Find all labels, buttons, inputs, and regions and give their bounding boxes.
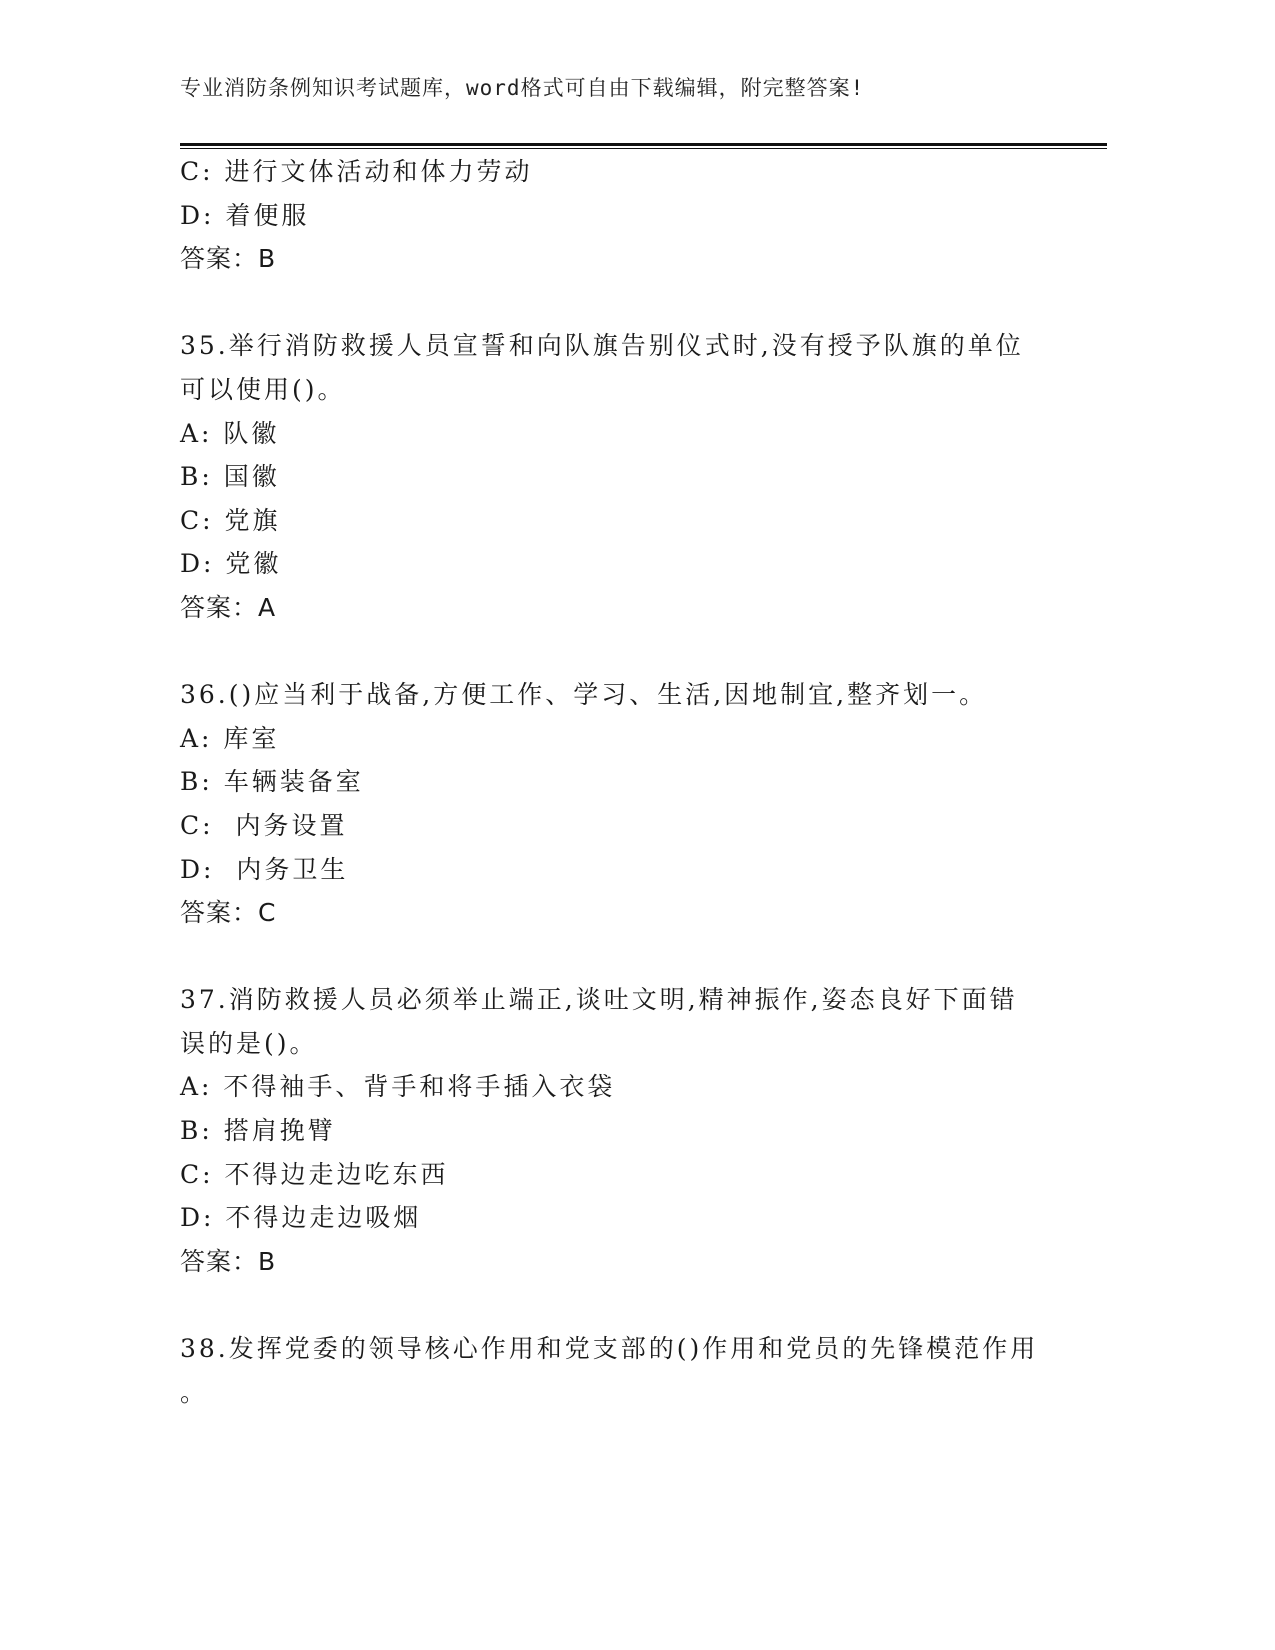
- option-a: A: 不得袖手、背手和将手插入衣袋: [180, 1072, 616, 1102]
- answer-line: 答案：A: [180, 592, 277, 622]
- option-d: D: 不得边走边吸烟: [180, 1203, 422, 1233]
- option-b: B: 搭肩挽臂: [180, 1116, 336, 1146]
- question-content: [180, 150, 1080, 1414]
- spacer: [180, 281, 1080, 325]
- question-text: 37.消防救援人员必须举止端正,谈吐文明,精神振作,姿态良好下面错: [180, 985, 1018, 1015]
- question-text: 35.举行消防救援人员宣誓和向队旗告别仪式时,没有授予队旗的单位: [180, 331, 1024, 361]
- question-text: 36.()应当利于战备,方便工作、学习、生活,因地制宜,整齐划一。: [180, 680, 988, 710]
- option-c: C: 进行文体活动和体力劳动: [180, 157, 533, 186]
- option-c: C: 党旗: [180, 505, 281, 535]
- option-b: B: 车辆装备室: [180, 767, 364, 797]
- option-b: B: 国徽: [180, 462, 280, 492]
- answer-line: 答案：B: [180, 244, 277, 274]
- option-c: C: 不得边走边吃东西: [180, 1159, 449, 1189]
- spacer: [180, 630, 1080, 674]
- question-text: 可以使用()。: [180, 374, 346, 404]
- answer-line: 答案：C: [180, 898, 277, 928]
- question-text: 误的是()。: [180, 1028, 318, 1058]
- option-a: A: 队徽: [180, 418, 280, 448]
- spacer: [180, 935, 1080, 979]
- option-d: D: 内务卫生: [180, 854, 349, 884]
- document-header: 专业消防条例知识考试题库，word格式可自由下载编辑，附完整答案!: [180, 76, 865, 100]
- header-rule-thin: [180, 148, 1107, 149]
- question-text: 38.发挥党委的领导核心作用和党支部的()作用和党员的先锋模范作用: [180, 1334, 1039, 1364]
- answer-line: 答案：B: [180, 1246, 277, 1276]
- option-d: D: 着便服: [180, 200, 310, 230]
- header-rule-thick: [180, 143, 1107, 146]
- question-text: 。: [180, 1377, 209, 1407]
- spacer: [180, 1283, 1080, 1327]
- option-d: D: 党徽: [180, 549, 282, 579]
- option-a: A: 库室: [180, 723, 280, 753]
- option-c: C: 内务设置: [180, 810, 348, 840]
